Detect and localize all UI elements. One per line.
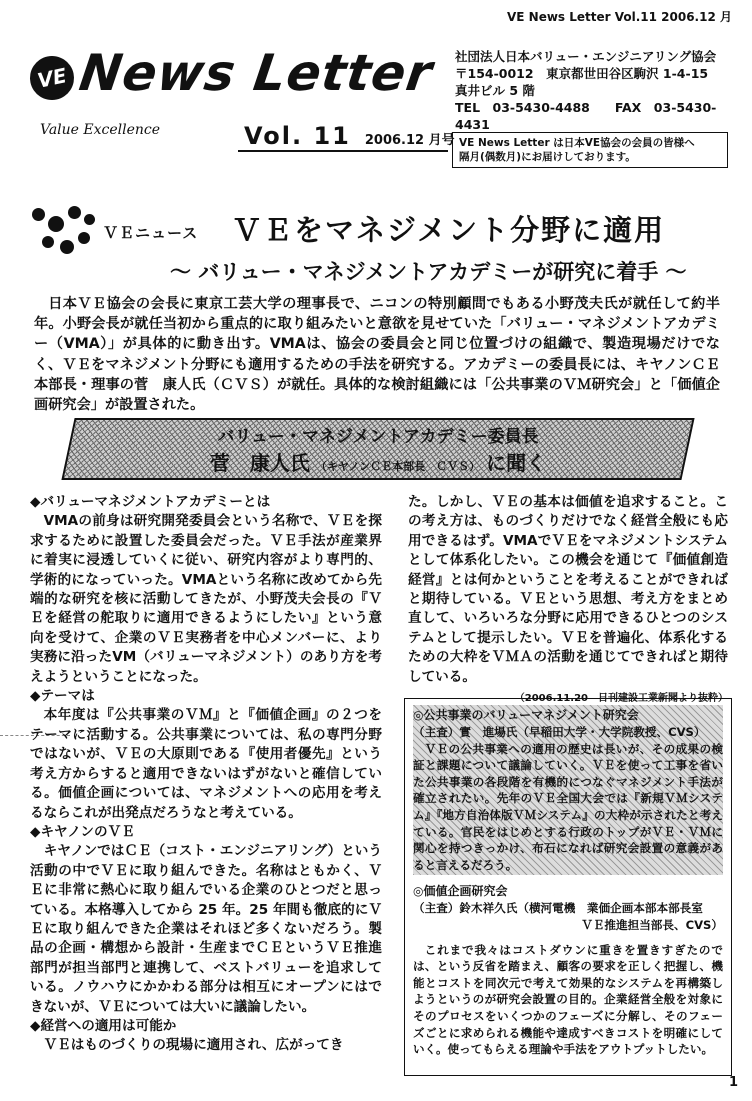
org-name: 社団法人日本バリュー・エンジニアリング協会 (455, 49, 717, 64)
right-column (408, 493, 728, 708)
issue-date: 2006.12 月号 (364, 133, 455, 148)
org-address-1: 〒154-0012 東京都世田谷区駒沢 1-4-15 (455, 66, 709, 81)
left-column (30, 493, 382, 1056)
volume-date (244, 122, 455, 150)
section-heading: ◆バリューマネジメントアカデミーとは (30, 494, 271, 510)
section-text: キヤノンではＣＥ（コスト・エンジニアリング）という活動の中でＶＥに取り組んできた。名称はともかく、ＶＥに非常に熱心に取り組んでいる企業のひとつだと思っている。本格導入してから 25 年。25 年間も徹底的にＶＥに取り組んできた企業はそれほど多くないだろう。製品の企画・構想から設計・生産までＣＥというＶＥ推進部門が担当部門と連携して、ベストバリューを追求している。ノウハウにかかわる部分は相互にオープンにはできないが、ＶＥについては大いに議論したい。 (30, 843, 382, 1015)
organization-block (455, 48, 745, 133)
interview-title (70, 424, 686, 480)
interviewee-affiliation: （キヤノンＣＥ本部長 ＣＶＳ） (315, 460, 481, 473)
tagline: Value Excellence (40, 122, 161, 138)
section-label: ＶＥニュース (103, 224, 199, 242)
notice-box (452, 132, 728, 168)
group2-text: これまで我々はコストダウンに重きを置きすぎたのでは、という反省を踏まえ、顧客の要求を正しく把握し、機能とコストを同次元で考えて効果的なシステムを再構築しようというのが研究会設置の目的。企業経営全般を対象にそのプロセスをいくつかのフェーズに分解し、そのフェーズごとに求められる機能や達成すべきコストを明確にしていく。使ってもらえる理論や手法をアウトプットしたい。 (413, 942, 723, 1057)
ve-logo: VE (26, 52, 78, 104)
group1-title: ◎公共事業のバリューマネジメント研究会 (413, 708, 639, 722)
section-text: 本年度は『公共事業のＶＭ』と『価値企画』の２つをテーマに活動する。公共事業については、私の専門分野ではないが、ＶＥの大原則である『使用者優先』という考え方からすると適用できないはずがないと確信している。価値企画については、マネジメントへの応用を考えるならこれが出発点だろうなと考えている。 (30, 707, 382, 821)
section-heading: ◆経営への適用は可能か (30, 1017, 177, 1034)
group1-leader: （主査）實 進場氏（早稲田大学・大学院教授、CVS） (413, 725, 706, 739)
lead-paragraph (34, 294, 720, 415)
section-text: VMAの前身は研究開発委員会という名称で、ＶＥを探求するために設置した委員会だった。ＶＥ手法が産業界に着実に浸透していくに従い、研究内容がより専門的、学術的になっていった。VMAという名称に改めてから先端的な研究を核に活動してきたが、小野茂夫会長の『ＶＥを経営の舵取りに適用できるようにしたい』という意向を受けて、企業のＶＥ実務者を中心メンバーに、より実務に沿ったVM（バリューマネジメント）のあり方を考えようということになった。 (30, 513, 382, 685)
section-heading: ◆キヤノンのＶＥ (30, 823, 135, 840)
notice-line-1: VE News Letter は日本VE協会の会員の皆様へ (459, 137, 695, 149)
header-rule (238, 150, 448, 152)
issue-line: VE News Letter Vol.11 2006.12 月 (506, 10, 732, 24)
group2-leader-1: （主査）鈴木祥久氏（横河電機 業価企画本部本部長室 (413, 901, 703, 916)
interview-line-1: バリュー・マネジメントアカデミー委員長 (217, 427, 539, 447)
page-number: 1 (728, 1075, 738, 1090)
org-contact: TEL 03-5430-4488 FAX 03-5430-4431 (455, 100, 717, 132)
section-text: ＶＥはものづくりの現場に適用され、広がってき (43, 1037, 344, 1054)
interview-line-2 (70, 450, 686, 480)
subheadline: ～ バリュー・マネジメントアカデミーが研究に着手 ～ (170, 260, 687, 284)
interviewee-name: 菅 康人氏 (209, 451, 310, 475)
group1-block (413, 705, 723, 875)
headline: ＶＥをマネジメント分野に適用 (232, 213, 666, 247)
group2-title: ◎価値企画研究会 (413, 884, 508, 899)
org-address-2: 真井ビル 5 階 (455, 83, 535, 98)
group2-leader-2: ＶＥ推進担当部長、CVS） (581, 917, 723, 932)
sidebar-box (404, 698, 732, 1076)
volume-number: Vol. 11 (244, 122, 351, 150)
source-note: （2006.11.20 日刊建設工業新聞より抜粋） (514, 693, 728, 705)
masthead-title: News Letter (75, 44, 437, 102)
right-column-text: た。しかし、ＶＥの基本は価値を追求すること。この考え方は、ものづくりだけでなく経営全般にも応用できるはず。VMAでＶＥをマネジメントシステムとして体系化したい。この機会を通じて『価値創造経営』とは何かということを考えることができればと期待している。ＶＥという思想、考え方をまとめ直して、いろいろな分野に応用できるひとつのシステムとして提示したい。ＶＥを普遍化、体系化するための大枠をＶＭＡの活動を通じてできればと期待している。 (408, 494, 728, 685)
decorative-dots-icon (30, 202, 96, 262)
notice-line-2: 隔月(偶数月)にお届けしております。 (459, 151, 636, 163)
group1-text: ＶＥの公共事業への適用の歴史は長いが、その成果の検証と課題について議論していく。ＶＥを使って工事を省いた公共事業の各段階を有機的につなぐマネジメント手法が確立されたい。先年のＶＥ全国大会では『新規ＶＭシステム』『地方自治体版ＶＭシステム』の大枠が示されたと考えている。官民をはじめとする行政のトップがＶＥ・ＶＭに関心を持つきっかけ、布石になれば研究会設置の意義があると言えるだろう。 (413, 741, 723, 872)
lead-text: 日本ＶＥ協会の会長に東京工芸大学の理事長で、ニコンの特別顧問でもある小野茂夫氏が就任して約半年。小野会長が就任当初から重点的に取り組みたいと意欲を見せていた「バリュー・マネジメントアカデミー（VMA）」が具体的に動き出す。VMAは、協会の委員会と同じ位置づけの組織で、製造現場だけでなく、ＶＥをマネジメント分野にも適用するための手法を研究する。アカデミーの委員長には、キヤノンＣＥ本部長・理事の菅 康人氏（ＣＶＳ）が就任。具体的な検討組織には「公共事業のＶＭ研究会」と「価値企画研究会」が設置された。 (34, 296, 720, 414)
interview-suffix: に聞く (486, 451, 547, 475)
section-heading: ◆テーマは (30, 688, 95, 705)
